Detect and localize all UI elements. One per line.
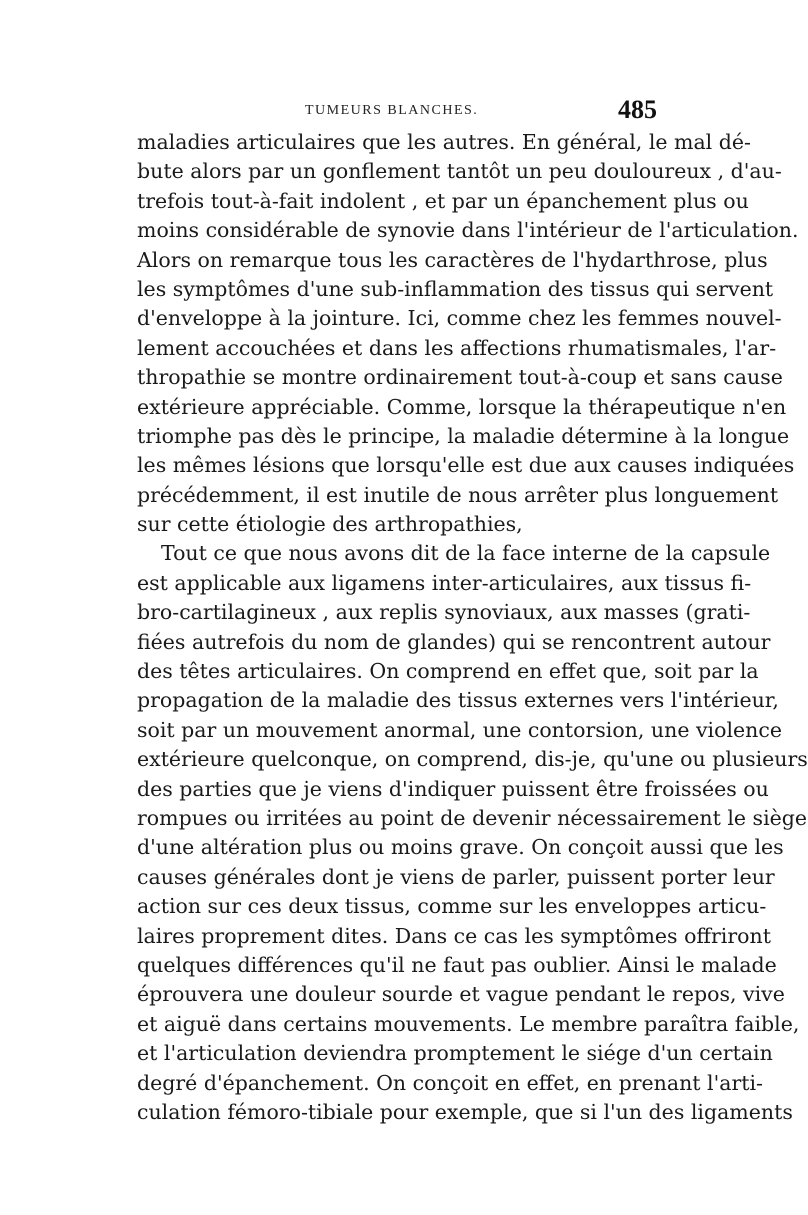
text-line: quelques différences qu'il ne faut pas oublier. Ainsi le malade (137, 952, 777, 977)
running-head (137, 95, 657, 127)
paragraph-end-line: sur cette étiologie des arthropathies, (137, 512, 523, 537)
text-line: d'une altération plus ou moins grave. On conçoit aussi que les (137, 835, 784, 860)
text-line: bro-cartilagineux , aux replis synoviaux, aux masses (grati- (137, 600, 751, 625)
text-line: laires proprement dites. Dans ce cas les symptômes offriront (137, 923, 771, 948)
text-line: fiées autrefois du nom de glandes) qui se rencontrent autour (137, 629, 771, 654)
text-line: extérieure appréciable. Comme, lorsque la thérapeutique n'en (137, 394, 787, 419)
text-line: bute alors par un gonflement tantôt un peu douloureux , d'au- (137, 159, 782, 184)
text-line: culation fémoro-tibiale pour exemple, que si l'un des ligaments (137, 1099, 793, 1124)
page-number: 485 (618, 95, 657, 124)
body-text (137, 128, 808, 1127)
text-line: action sur ces deux tissus, comme sur les enveloppes articu- (137, 894, 767, 919)
text-line: lement accouchées et dans les affections rhumatismales, l'ar- (137, 335, 777, 360)
text-line: rompues ou irritées au point de devenir nécessairement le siège (137, 805, 808, 830)
paragraph-first-line: Tout ce que nous avons dit de la face interne de la capsule (161, 541, 771, 566)
text-line: maladies articulaires que les autres. En général, le mal dé- (137, 130, 751, 154)
text-line: d'enveloppe à la jointure. Ici, comme chez les femmes nouvel- (137, 306, 782, 331)
text-line: trefois tout-à-fait indolent , et par un épanchement plus ou (137, 188, 749, 213)
text-line: et aiguë dans certains mouvements. Le membre paraîtra faible, (137, 1011, 800, 1036)
text-line: causes générales dont je viens de parler, puissent porter leur (137, 864, 775, 889)
text-line: les symptômes d'une sub-inflammation des tissus qui servent (137, 276, 774, 301)
text-line: éprouvera une douleur sourde et vague pendant le repos, vive (137, 982, 785, 1007)
text-line: thropathie se montre ordinairement tout-à-coup et sans cause (137, 365, 783, 390)
text-line: propagation de la maladie des tissus externes vers l'intérieur, (137, 688, 779, 713)
text-line: moins considérable de synovie dans l'intérieur de l'articulation. (137, 218, 799, 243)
running-title: TUMEURS BLANCHES. (305, 103, 479, 118)
text-line: Alors on remarque tous les caractères de l'hydarthrose, plus (137, 247, 768, 272)
text-line: précédemment, il est inutile de nous arrêter plus longuement (137, 482, 779, 507)
text-line: les mêmes lésions que lorsqu'elle est due aux causes indiquées (137, 453, 795, 478)
text-line: est applicable aux ligamens inter-articulaires, aux tissus fi- (137, 570, 752, 595)
text-line: des têtes articulaires. On comprend en effet que, soit par la (137, 659, 759, 684)
text-line: des parties que je viens d'indiquer puissent être froissées ou (137, 776, 769, 801)
text-line: et l'articulation deviendra promptement le siége d'un certain (137, 1041, 773, 1066)
text-line: soit par un mouvement anormal, une contorsion, une violence (137, 717, 782, 742)
text-line: degré d'épanchement. On conçoit en effet, en prenant l'arti- (137, 1070, 763, 1095)
text-line: triomphe pas dès le principe, la maladie détermine à la longue (137, 423, 790, 448)
text-line: extérieure quelconque, on comprend, dis-je, qu'une ou plusieurs (137, 747, 808, 772)
